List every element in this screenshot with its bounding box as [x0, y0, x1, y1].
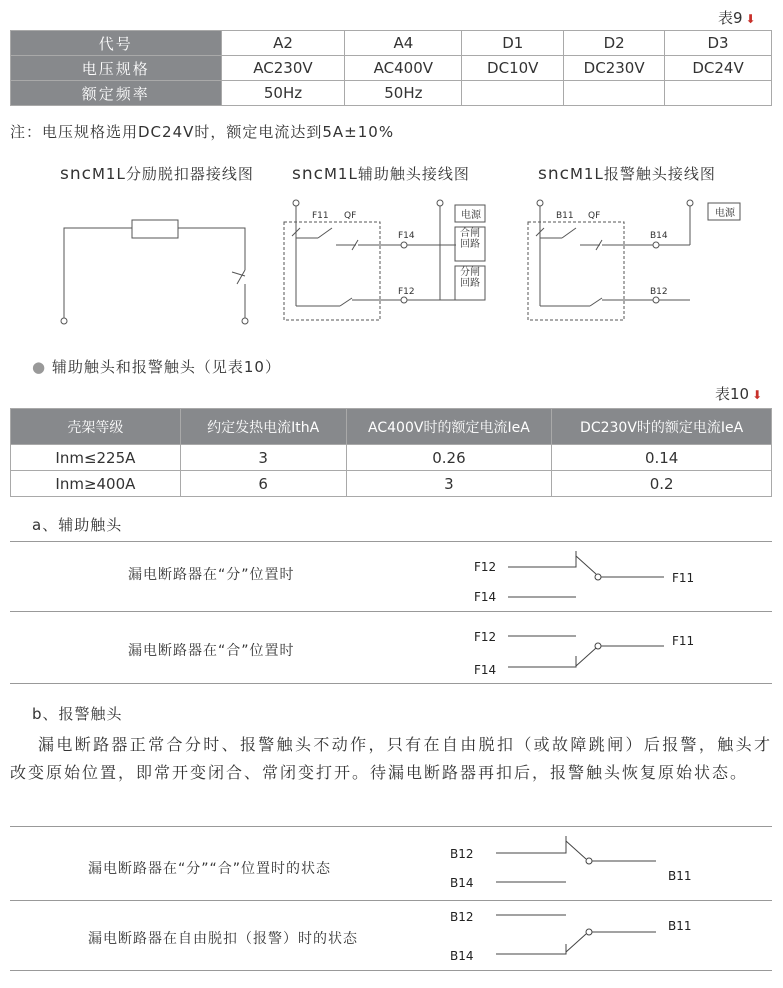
- terminal-f12: F12: [474, 560, 497, 574]
- shunt-diagram-title: [60, 163, 254, 184]
- divider: [10, 541, 772, 542]
- section-b-paragraph: 漏电断路器正常合分时、报警触头不动作，只有在自由脱扣（或故障跳闸）后报警，触头才改变原始位置，即常开变闭合、常闭变打开。待漏电断路器再扣后，报警触头恢复原始状态。: [10, 735, 772, 782]
- terminal-f12: F12: [474, 630, 497, 644]
- divider: [10, 970, 772, 971]
- table-cell: DC230V: [564, 56, 665, 81]
- table-cell: DC24V: [665, 56, 772, 81]
- aux-label-f11: F11: [312, 211, 329, 221]
- table-row: [11, 81, 772, 106]
- alarm-title-text: M1L报警触头接线图: [569, 165, 716, 183]
- terminal-b12: B12: [450, 910, 474, 924]
- table-cell: AC400V: [345, 56, 462, 81]
- bullet-dot-icon: ●: [32, 358, 47, 376]
- section-a-row1-label: 漏电断路器在“分”位置时: [128, 567, 295, 583]
- aux-label-f14: F14: [398, 231, 415, 241]
- alarm-label-b12: B12: [650, 287, 668, 297]
- table-cell: 3: [346, 471, 552, 497]
- table-row: [11, 471, 772, 497]
- table9-caption-text: 表9: [718, 9, 743, 27]
- table-cell: AC230V: [221, 56, 345, 81]
- table-cell: Inm≤225A: [11, 445, 181, 471]
- brand-logo-text: snc: [60, 164, 92, 184]
- terminal-f11: F11: [672, 634, 695, 648]
- table-header-row: [11, 409, 772, 445]
- table-cell: 50Hz: [345, 81, 462, 106]
- table-cell: 0.14: [552, 445, 772, 471]
- terminal-b14: B14: [450, 876, 474, 890]
- table-cell: 3: [180, 445, 346, 471]
- alarm-power-label: 电源: [715, 208, 735, 219]
- aux-open-label: 分闸回路: [460, 267, 480, 289]
- aux-power-label: 电源: [461, 210, 481, 221]
- alarm-diagram-title: [538, 163, 716, 184]
- section-b-row2-label: 漏电断路器在自由脱扣（报警）时的状态: [88, 931, 358, 947]
- table9-header-frequency: 额定频率: [11, 81, 222, 106]
- table-cell: 0.26: [346, 445, 552, 471]
- table-cell: A2: [221, 31, 345, 56]
- brand-logo-text: snc: [538, 164, 570, 184]
- aux-label-f12: F12: [398, 287, 415, 297]
- table9: [10, 30, 772, 106]
- table-cell: D2: [564, 31, 665, 56]
- table-cell: [564, 81, 665, 106]
- shunt-wiring-diagram: [61, 220, 248, 324]
- table10-caption: [715, 383, 762, 404]
- terminal-b12: B12: [450, 847, 474, 861]
- terminal-f14: F14: [474, 663, 497, 677]
- table-cell: [665, 81, 772, 106]
- aux-diagram-title: [292, 163, 470, 184]
- brand-logo-text: snc: [292, 164, 324, 184]
- table10-caption-text: 表10: [715, 385, 750, 403]
- wiring-diagrams: [0, 185, 783, 335]
- aux-contact-diagrams: [460, 545, 700, 680]
- table-header-cell: 壳架等级: [11, 409, 181, 445]
- alarm-label-b11: B11: [556, 211, 574, 221]
- table9-header-voltage: 电压规格: [11, 56, 222, 81]
- table-cell: 6: [180, 471, 346, 497]
- table-cell: D3: [665, 31, 772, 56]
- table-cell: DC10V: [462, 56, 564, 81]
- table-header-cell: AC400V时的额定电流IeA: [346, 409, 552, 445]
- table-row: [11, 445, 772, 471]
- terminal-f11: F11: [672, 571, 695, 585]
- section-a-row2-label: 漏电断路器在“合”位置时: [128, 643, 295, 659]
- table-row: [11, 56, 772, 81]
- table-header-cell: DC230V时的额定电流IeA: [552, 409, 772, 445]
- table-cell: A4: [345, 31, 462, 56]
- table-cell: D1: [462, 31, 564, 56]
- download-icon[interactable]: ⬇: [752, 388, 763, 402]
- alarm-label-b14: B14: [650, 231, 668, 241]
- shunt-title-text: M1L分励脱扣器接线图: [91, 165, 254, 183]
- table10: [10, 408, 772, 497]
- table-row: [11, 31, 772, 56]
- terminal-f14: F14: [474, 590, 497, 604]
- alarm-contact-diagrams: [440, 830, 700, 965]
- table-cell: Inm≥400A: [11, 471, 181, 497]
- divider: [10, 683, 772, 684]
- bullet-item: [32, 356, 281, 377]
- table-header-cell: 约定发热电流IthA: [180, 409, 346, 445]
- table9-header-code: 代号: [11, 31, 222, 56]
- section-b-row1-label: 漏电断路器在“分”“合”位置时的状态: [88, 861, 332, 877]
- table-cell: 0.2: [552, 471, 772, 497]
- table-cell: 50Hz: [221, 81, 345, 106]
- alarm-label-qf: QF: [588, 211, 601, 221]
- divider: [10, 826, 772, 827]
- section-b-title: b、报警触头: [32, 705, 123, 723]
- note-text: 注：电压规格选用DC24V时，额定电流达到5A±10%: [10, 123, 395, 141]
- aux-close-label: 合闸回路: [460, 228, 480, 250]
- download-icon[interactable]: ⬇: [745, 12, 756, 26]
- terminal-b11: B11: [668, 919, 692, 933]
- aux-title-text: M1L辅助触头接线图: [323, 165, 470, 183]
- terminal-b14: B14: [450, 949, 474, 963]
- aux-label-qf: QF: [344, 211, 357, 221]
- bullet-text: 辅助触头和报警触头（见表10）: [51, 358, 281, 376]
- table9-caption: [718, 7, 756, 28]
- table-cell: [462, 81, 564, 106]
- terminal-b11: B11: [668, 869, 692, 883]
- section-a-title: a、辅助触头: [32, 516, 123, 534]
